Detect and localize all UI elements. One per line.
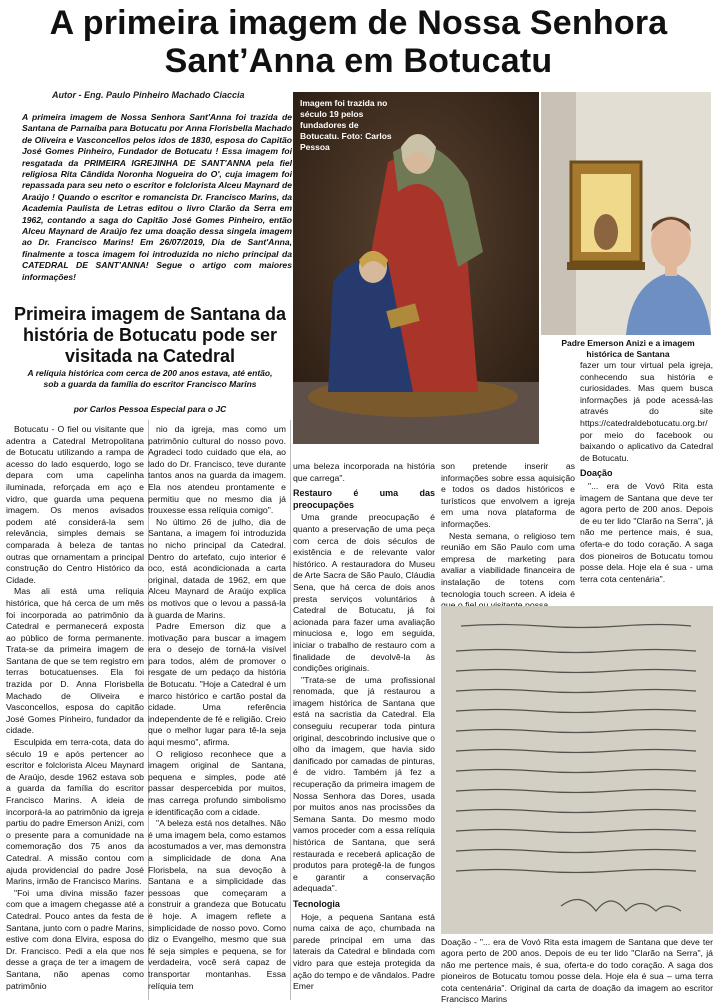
column-4	[441, 461, 575, 601]
column-3	[293, 461, 435, 1000]
author-line: por Carlos Pessoa Especial para o JC	[73, 404, 227, 414]
paragraph: "... era de Vovó Rita esta imagem de Santana que deve ter agora perto de 200 anos. Depois de eu ter lido "Clarão na Serra", já não me pertence mais, é sua, oferta-e do todo coração. A saga dos pioneiros de Botucatu tomou posse dela. Hoje ela é sua - uma terra cota centenária".	[580, 480, 713, 584]
priest-illustration	[541, 92, 711, 335]
column-1	[6, 424, 144, 1000]
paragraph: O religioso reconhece que a imagem original de Santana, pequena e simples, pode até passar despercebida por muitos, mas carrega profundo simbolismo e identificação com a cidade.	[148, 748, 286, 817]
paragraph: No último 26 de julho, dia de Santana, a imagem foi introduzida no nicho principal da Catedral. Dentro do artefato, cujo interior é oco, está acondicionada a carta original, datada de 1962, em que Alceu Maynard de Araújo explica os motivos que o levou a passá-la à guarda de Marins.	[148, 516, 286, 620]
deck: A relíquia histórica com cerca de 200 anos estava, até então, sob a guarda da família do escritor Francisco Marins	[27, 368, 273, 389]
paragraph: "Trata-se de uma profissional renomada, que já restaurou a imagem histórica de Santana que está na sacristia da Catedral. Ela conseguiu recuperar toda pintura original, descobrindo inclusive que o olho da imagem, que havia sido danificado por camadas de pinturas, é de vidro. Também já fez a recuperação da primeira imagem de Nossa Senhora das Dores, usada por muitos anos nas procissões da Semana Santa. Do mesmo modo vamos proceder com a essa relíquia histórica de Santana, que será restaurada e receberá aplicação de produtos para protegê-la de fungos e garantir a conservação adequada".	[293, 674, 435, 894]
priest-photo	[541, 92, 711, 335]
byline: Autor - Eng. Paulo Pinheiro Machado Ciaccia	[52, 90, 245, 100]
paragraph: uma beleza incorporada na história que carrega".	[293, 461, 435, 483]
section-heading-tecnologia: Tecnologia	[293, 898, 340, 909]
subheadline: Primeira imagem de Santana da história de Botucatu pode ser visitada na Catedral	[13, 304, 287, 366]
main-photo-caption: Imagem foi trazida no século 19 pelos fundadores de Botucatu. Foto: Carlos Pessoa	[300, 98, 392, 152]
paragraph: son pretende inserir as informações sobre essa aquisição e todos os dados históricos e turísticos que envolvem a igreja em uma nova plataforma de informações.	[441, 461, 575, 529]
paragraph: Botucatu - O fiel ou visitante que adentra a Catedral Metropolitana de Botucatu utilizando a rampa de acesso do lado esquerdo, logo se depara com uma capelinha iluminada, reforçada em aço e vidro, que guarda uma pequena imagem. Os menos avisados podem até considerá-la sem relevância, simples demais se comparada à beleza de tantas outras que ornamentam a principal construção do Centro Histórico da Cidade.	[6, 424, 144, 585]
paragraph: Uma grande preocupação é quanto a preservação de uma peça com cerca de dois séculos de existência e de relevante valor histórico. A restauradora do Museu de Arte Sacra de São Paulo, Cláudia Sena, que há cerca de dois anos presta serviços voluntários à Catedral de Botucatu, já foi acionada para fazer uma avaliação minuciosa e, logo em seguida, iniciar o trabalho de restauro com a finalidade de devolvê-la às condições originais.	[293, 512, 435, 674]
donation-letter-photo	[441, 606, 713, 934]
column-5	[580, 360, 713, 602]
handwritten-letter-illustration	[441, 606, 713, 934]
paragraph: Mas ali está uma relíquia histórica, que há cerca de um mês foi incorporada ao patrimônio da Catedral e permanecerá exposta ao público de forma permanente. Trata-se da primeira imagem de Santana de que se tem registro em terras botucatuenses. Ela foi trazida por D. Anna Florisbella Machado de Oliveira e Vasconcellos, esposa do capitão José Gomes Pinheiro, fundador da cidade.	[6, 586, 144, 736]
paragraph: "A beleza está nos detalhes. Não é uma imagem bela, como estamos acostumados a ver, mas demonstra a simplicidade de dona Ana Florisbela, na sua devoção à Santana e a simplicidade das pessoas que começaram a construir a grandeza que Botucatu é hoje. A imagem reflete a simplicidade de nosso povo. Como diz o Evangelho, mesmo que sua fé seja simples e pequena, se for verdadeira, você será capaz de transportar montanhas. Essa relíquia tem	[148, 818, 286, 991]
section-heading-restauro: Restauro é uma das preocupações	[293, 488, 435, 510]
column-2	[148, 424, 286, 1000]
paragraph: Hoje, a pequena Santana está numa caixa de aço, chumbada na parede principal em uma das laterais da Catedral e blindada com vidro para que esteja protegida da ação do tempo e de vândalos. Padre Emer	[293, 911, 435, 992]
paragraph: Nesta semana, o religioso tem reunião em São Paulo com uma empresa de marketing para avaliar a viabilidade financeira de instalação de totens com tecnologia touch screen. A ideia é	[441, 530, 575, 599]
intro-paragraph: A primeira imagem de Nossa Senhora Sant'Anna foi trazida de Santana de Parnaíba para Botucatu por Anna Florisbella Machado de Oliveira e Vasconcellos pelos idos de 1830, esposa do Capitão José Gomes Pinheiro, Fundador de Botucatu ! Essa imagem foi resgatada da PRIMEIRA IGREJINHA DE SANT'ANNA pela fiel religiosa Rita Cândida Noronha Nogueira do O', cuja imagem foi repassada para seu neto o escritor e folclorista Alceu Maynard de Araújo ! Quando o escritor e romancista Dr. Francisco Marins, da Academia Paulista de Letras editou o livro Clarão da Serra em 1962, contando a saga do Capitão José Gomes Pinheiro, então Alceu Maynard de Araújo fez uma doação dessa singela imagem ao Dr. Francisco Marins! Em 26/07/2019, Dia de Sant'Anna, finalmente a tosca imagem foi introduzida no nicho principal da CATEDRAL DE SANT'ANNA! Segue o artigo com maiores informações!	[22, 112, 292, 282]
paragraph: "Foi uma divina missão fazer com que a imagem chegasse até a Catedral. Pouco antes da festa de Santana, junto com o padre Marins, estive com dona Elvira, esposa do Dr. Francisco. Pedi a ela que nos desse a graça de ter a imagem de Santana, não apenas como patrimônio	[6, 887, 144, 991]
article-headline: A primeira imagem de Nossa Senhora Sant’Anna em Botucatu	[49, 4, 668, 80]
paragraph: fazer um tour virtual pela igreja, conhecendo sua história e curiosidades. Mas quem busca informações já pode acessá-las através do site https://catedraldebotucatu.org.br/ por meio do facebook ou baixando o aplicativo da Catedral de Botucatu.	[580, 360, 713, 463]
paragraph: Padre Emerson diz que a motivação para buscar a imagem era o desejo de torná-la visível para todos, além de promover o resgate de um pedaço da história de Botucatu. "Hoje a Catedral é um marco histórico e cartão postal da cidade. Uma referência independente de fé e religião. Creio que o melhor lugar para tê-la seja aqui mesmo", afirma.	[148, 621, 286, 748]
priest-photo-caption: Padre Emerson Anizi e a imagem histórica de Santana	[561, 338, 695, 359]
paragraph: Esculpida em terra-cota, data do século 19 e após pertencer ao escritor e folclorista Alceu Maynard de Araújo, desde 1962 estava sob a guarda da família do escritor Francisco Marins. A ideia de incorporá-la ao patrimônio da igreja partiu do padre Emerson Anizi, com o presente para a comunidade na comemoração dos 75 anos da Catedral. A missão contou com ajuda providencial do padre José Marins, irmão de Francisco Marins.	[6, 737, 144, 887]
donation-letter-caption: Doação - "... era de Vovó Rita esta imagem de Santana que deve ter agora perto de 200 anos. Depois de eu ter lido "Clarão na Serra", já não me pertence mais, é sua, oferta-e do todo coração. A saga dos pioneiros de Botucatu tomou posse dela. Hoje ela é sua – uma terra cota centenária". Original da carta de doação da imagem ao escritor Francisco Marins	[441, 937, 713, 1005]
column-divider	[290, 420, 291, 1000]
paragraph: nio da igreja, mas como um patrimônio cultural do nosso povo. Agradeci todo cuidado que ela, ao lado do Dr. Francisco, teve durante tantos anos na guarda da imagem. Ela nos atendeu prontamente e permitiu que no mesmo dia já trouxesse essa relíquia comigo".	[148, 424, 286, 516]
section-heading-doacao: Doação	[580, 468, 613, 479]
